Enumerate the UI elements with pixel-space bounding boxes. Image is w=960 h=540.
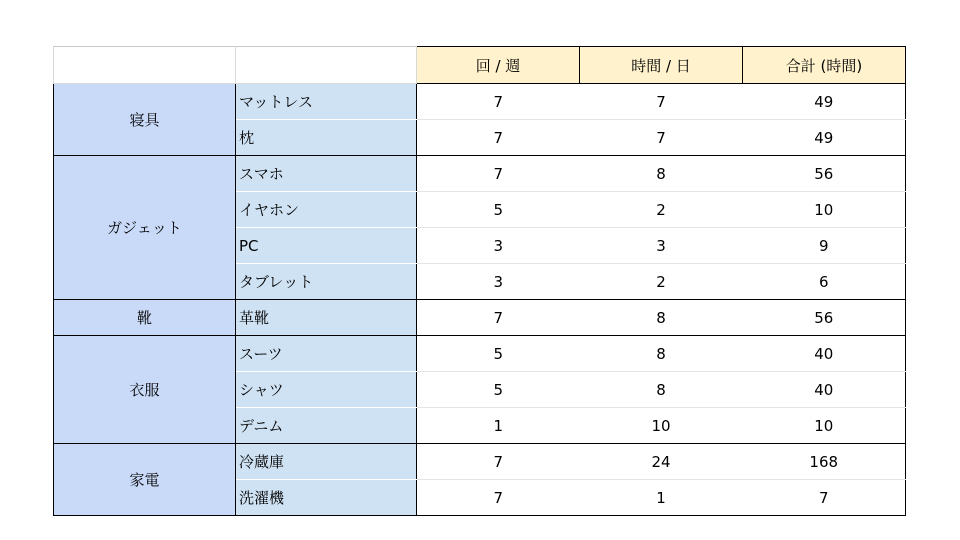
category-cell[interactable]: 衣服 [54, 336, 236, 444]
hours-per-day-cell[interactable]: 1 [580, 480, 743, 516]
table-row [54, 300, 906, 336]
item-cell[interactable]: 冷蔵庫 [236, 444, 417, 480]
total-cell[interactable]: 6 [743, 264, 906, 300]
item-cell[interactable]: デニム [236, 408, 417, 444]
hours-per-day-cell[interactable]: 2 [580, 192, 743, 228]
total-cell[interactable]: 40 [743, 336, 906, 372]
total-cell[interactable]: 56 [743, 300, 906, 336]
per-week-cell[interactable]: 7 [417, 444, 580, 480]
per-week-cell[interactable]: 1 [417, 408, 580, 444]
per-week-cell[interactable]: 5 [417, 336, 580, 372]
per-week-cell[interactable]: 3 [417, 264, 580, 300]
per-week-cell[interactable]: 7 [417, 120, 580, 156]
total-cell[interactable]: 40 [743, 372, 906, 408]
total-cell[interactable]: 10 [743, 408, 906, 444]
total-cell[interactable]: 49 [743, 120, 906, 156]
per-week-cell[interactable]: 7 [417, 300, 580, 336]
item-cell[interactable]: スマホ [236, 156, 417, 192]
hours-per-day-cell[interactable]: 7 [580, 84, 743, 120]
category-cell[interactable]: 靴 [54, 300, 236, 336]
category-cell[interactable]: ガジェット [54, 156, 236, 300]
total-cell[interactable]: 10 [743, 192, 906, 228]
header-times-per-week[interactable]: 回 / 週 [417, 47, 580, 84]
per-week-cell[interactable]: 3 [417, 228, 580, 264]
item-cell[interactable]: 枕 [236, 120, 417, 156]
header-total-hours[interactable]: 合計 (時間) [743, 47, 906, 84]
hours-per-day-cell[interactable]: 8 [580, 372, 743, 408]
category-cell[interactable]: 寝具 [54, 84, 236, 156]
item-cell[interactable]: マットレス [236, 84, 417, 120]
hours-per-day-cell[interactable]: 7 [580, 120, 743, 156]
per-week-cell[interactable]: 7 [417, 156, 580, 192]
hours-per-day-cell[interactable]: 3 [580, 228, 743, 264]
per-week-cell[interactable]: 5 [417, 192, 580, 228]
total-cell[interactable]: 56 [743, 156, 906, 192]
table-row [54, 156, 906, 192]
total-cell[interactable]: 168 [743, 444, 906, 480]
hours-per-day-cell[interactable]: 8 [580, 336, 743, 372]
usage-table [53, 46, 906, 516]
table-row [54, 444, 906, 480]
blank-header-cell[interactable] [236, 47, 417, 84]
per-week-cell[interactable]: 5 [417, 372, 580, 408]
category-cell[interactable]: 家電 [54, 444, 236, 516]
total-cell[interactable]: 9 [743, 228, 906, 264]
total-cell[interactable]: 7 [743, 480, 906, 516]
per-week-cell[interactable]: 7 [417, 480, 580, 516]
hours-per-day-cell[interactable]: 2 [580, 264, 743, 300]
hours-per-day-cell[interactable]: 8 [580, 156, 743, 192]
item-cell[interactable]: タブレット [236, 264, 417, 300]
item-cell[interactable]: 革靴 [236, 300, 417, 336]
hours-per-day-cell[interactable]: 24 [580, 444, 743, 480]
item-cell[interactable]: PC [236, 228, 417, 264]
table-row [54, 84, 906, 120]
hours-per-day-cell[interactable]: 10 [580, 408, 743, 444]
blank-header-cell[interactable] [54, 47, 236, 84]
table-row [54, 336, 906, 372]
item-cell[interactable]: シャツ [236, 372, 417, 408]
per-week-cell[interactable]: 7 [417, 84, 580, 120]
header-hours-per-day[interactable]: 時間 / 日 [580, 47, 743, 84]
total-cell[interactable]: 49 [743, 84, 906, 120]
hours-per-day-cell[interactable]: 8 [580, 300, 743, 336]
item-cell[interactable]: 洗濯機 [236, 480, 417, 516]
item-cell[interactable]: スーツ [236, 336, 417, 372]
item-cell[interactable]: イヤホン [236, 192, 417, 228]
header-row [54, 47, 906, 84]
